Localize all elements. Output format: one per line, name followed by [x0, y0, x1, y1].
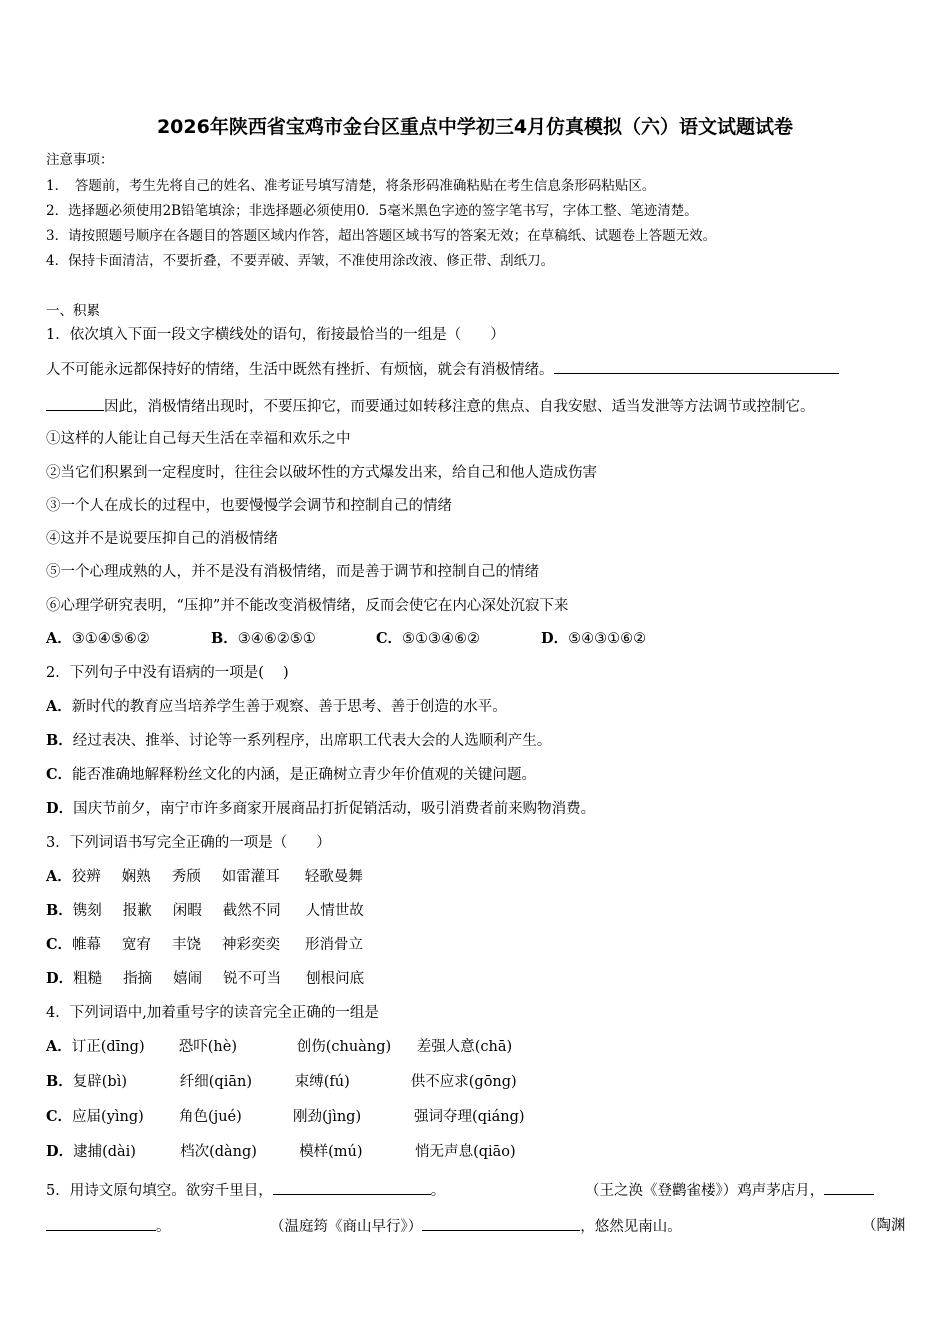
q1-statement: ③一个人在成长的过程中，也要慢慢学会调节和控制自己的情绪: [46, 498, 452, 514]
q2-stem: 2．下列句子中没有语病的一项是( ): [46, 665, 289, 681]
q1-blank-1: [554, 359, 839, 374]
q4-option-c: C．应届(yìng) 角色(jué) 刚劲(jìng) 强词夺理(qiáng): [46, 1108, 525, 1125]
q5-stem: 5．用诗文原句填空。欲穷千里目，: [46, 1183, 273, 1199]
notice-item: 3．请按照题号顺序在各题目的答题区域内作答，超出答题区域书写的答案无效；在草稿纸、试题卷上答题无效。: [46, 228, 717, 244]
q5-source-1: （王之涣《登鹳雀楼》）鸡声茅店月，: [585, 1180, 874, 1201]
q5-source-3: （陶渊: [862, 1218, 906, 1234]
q4-option-a: A．订正(dīng) 恐吓(hè) 创伤(chuàng) 差强人意(chā): [46, 1038, 513, 1055]
q5-line-1: 5．用诗文原句填空。欲穷千里目， 。: [46, 1180, 445, 1201]
q1-statement: ④这并不是说要压抑自己的消极情绪: [46, 531, 278, 547]
q4-stem: 4．下列词语中,加着重号字的读音完全正确的一组是: [46, 1005, 379, 1021]
q1-stem: 1．依次填入下面一段文字横线处的语句，衔接最恰当的一组是（ ）: [46, 327, 505, 343]
q1-passage-b: 因此，消极情绪出现时，不要压抑它，而要通过如转移注意的焦点、自我安慰、适当发泄等方法调节或控制它。: [104, 399, 815, 415]
q2-option-b: B．经过表决、推举、讨论等一系列程序，出席职工代表大会的人选顺利产生。: [46, 732, 552, 749]
q5-blank-4: [422, 1216, 580, 1231]
q1-option-c: C．⑤①③④⑥②: [376, 630, 481, 647]
q4-option-d: D．逮捕(dài) 档次(dàng) 模样(mú) 悄无声息(qiāo): [46, 1143, 516, 1160]
q5-line-2: 。: [46, 1216, 171, 1237]
q2-option-a: A．新时代的教育应当培养学生善于观察、善于思考、善于创造的水平。: [46, 698, 507, 715]
section-heading: 一、积累: [46, 303, 100, 319]
q1-passage-a: 人不可能永远都保持好的情绪，生活中既然有挫折、有烦恼，就会有消极情绪。: [46, 362, 554, 378]
q1-passage-line-2: [46, 396, 815, 417]
notice-item: 4．保持卡面清洁，不要折叠，不要弄破、弄皱，不准使用涂改液、修正带、刮纸刀。: [46, 253, 555, 269]
q1-option-b: B．③④⑥②⑤①: [211, 630, 316, 647]
notice-heading: 注意事项：: [46, 152, 114, 168]
q2-option-c: C．能否准确地解释粉丝文化的内涵，是正确树立青少年价值观的关键问题。: [46, 766, 537, 783]
page-title: 2026年陕西省宝鸡市金台区重点中学初三4月仿真模拟（六）语文试题试卷: [156, 116, 794, 138]
q1-statement: ①这样的人能让自己每天生活在幸福和欢乐之中: [46, 431, 351, 447]
q3-option-b: B．镌刻 报歉 闲暇 截然不同 人情世故: [46, 902, 364, 919]
q1-blank-2: [46, 396, 104, 411]
q5-source-2: （温庭筠《商山早行》） ，悠然见南山。: [270, 1216, 682, 1237]
q1-option-a: A．③①④⑤⑥②: [46, 630, 150, 647]
q2-option-d: D．国庆节前夕，南宁市许多商家开展商品打折促销活动，吸引消费者前来购物消费。: [46, 800, 596, 817]
q3-option-a: A．狡辨 娴熟 秀颀 如雷灌耳 轻歌曼舞: [46, 868, 363, 885]
q5-blank-1: [273, 1180, 431, 1195]
notice-item: 2．选择题必须使用2B铅笔填涂；非选择题必须使用0．5毫米黑色字迹的签字笔书写，字体工整、笔迹清楚。: [46, 203, 698, 219]
q1-statement: ⑤一个心理成熟的人，并不是没有消极情绪，而是善于调节和控制自己的情绪: [46, 564, 539, 580]
q5-blank-3: [46, 1216, 156, 1231]
q1-passage-line-1: [46, 359, 906, 380]
q1-options: [46, 629, 646, 649]
notice-item: 1． 答题前，考生先将自己的姓名、准考证号填写清楚，将条形码准确粘贴在考生信息条形码粘贴区。: [46, 178, 656, 194]
q1-statement: ⑥心理学研究表明，“压抑”并不能改变消极情绪，反而会使它在内心深处沉寂下来: [46, 598, 569, 614]
q4-option-b: B．复辟(bì) 纤细(qiān) 束缚(fú) 供不应求(gōng): [46, 1073, 517, 1090]
q1-statement: ②当它们积累到一定程度时，往往会以破坏性的方式爆发出来，给自己和他人造成伤害: [46, 465, 597, 481]
q3-option-d: D．粗糙 指摘 嬉闹 锐不可当 刨根问底: [46, 970, 365, 987]
q3-stem: 3．下列词语书写完全正确的一项是（ ）: [46, 835, 331, 851]
q1-option-d: D．⑤④③①⑥②: [541, 630, 647, 647]
q5-blank-2: [824, 1180, 874, 1195]
q3-option-c: C．帷幕 宽宥 丰饶 神彩奕奕 形消骨立: [46, 936, 364, 953]
